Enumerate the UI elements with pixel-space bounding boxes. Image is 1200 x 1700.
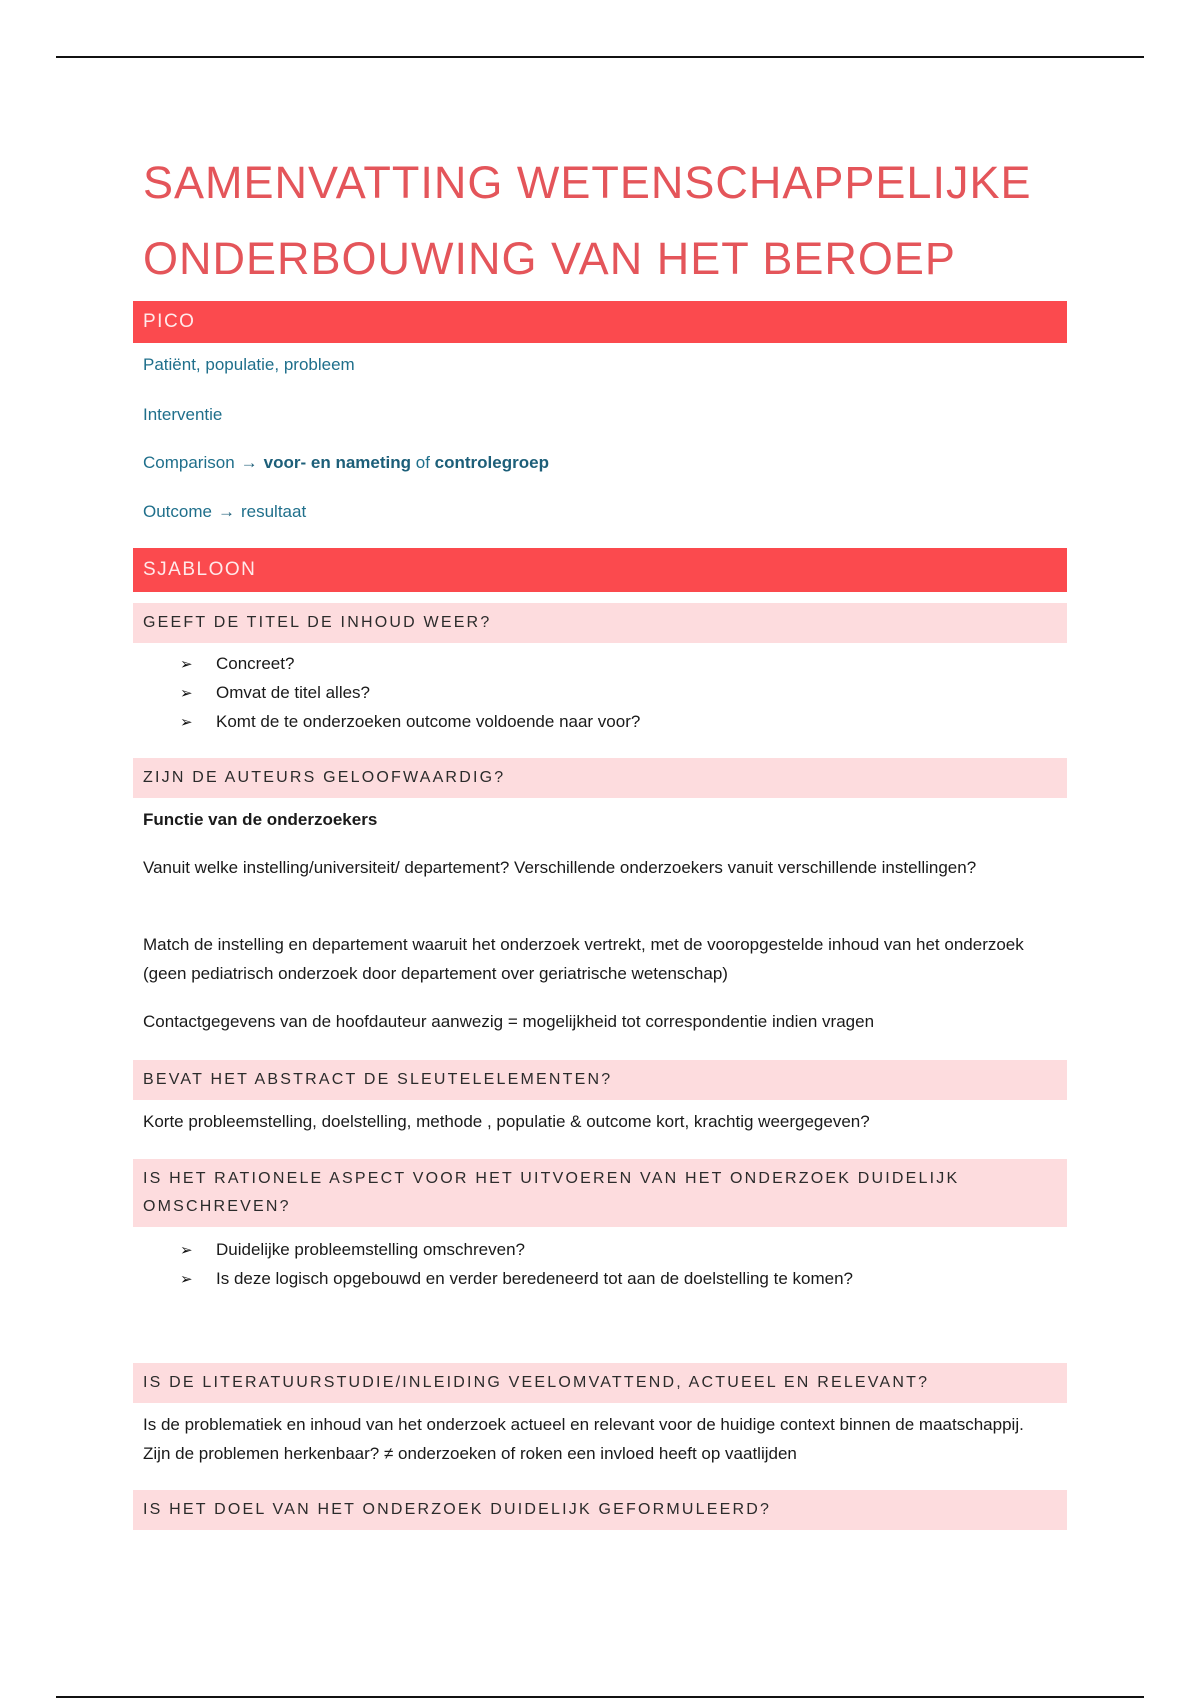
subheading: Functie van de onderzoekers: [143, 810, 378, 829]
section-header-sjabloon: SJABLOON: [133, 548, 1067, 592]
section-header-pico: PICO: [133, 301, 1067, 343]
list-item: ➢ Omvat de titel alles?: [180, 683, 371, 702]
pico-c: Comparison → voor- en nameting of controlegroep: [143, 453, 549, 472]
pico-p: Patiënt, populatie, probleem: [143, 355, 355, 374]
subsection-header: IS HET DOEL VAN HET ONDERZOEK DUIDELIJK GEFORMULEERD?: [133, 1490, 1067, 1530]
subsection-header: BEVAT HET ABSTRACT DE SLEUTELELEMENTEN?: [133, 1060, 1067, 1100]
subsection-header: ZIJN DE AUTEURS GELOOFWAARDIG?: [133, 758, 1067, 798]
document-title: [143, 145, 1073, 297]
bullet-list: [180, 650, 640, 737]
subsection-header: IS HET RATIONELE ASPECT VOOR HET UITVOEREN VAN HET ONDERZOEK DUIDELIJK OMSCHREVEN?: [133, 1159, 1067, 1227]
list-item: ➢ Concreet?: [180, 654, 295, 673]
top-rule: [56, 56, 1144, 58]
bullet-list: [180, 1236, 853, 1294]
title-line-1: SAMENVATTING WETENSCHAPPELIJKE: [143, 157, 1032, 208]
subsection-header: GEEFT DE TITEL DE INHOUD WEER?: [133, 603, 1067, 643]
arrow-right-icon: →: [217, 502, 235, 521]
pico-i: Interventie: [143, 405, 223, 424]
arrow-right-icon: →: [240, 453, 258, 472]
paragraph: Korte probleemstelling, doelstelling, methode , populatie & outcome kort, krachtig weergegeven?: [143, 1112, 870, 1131]
paragraph: Vanuit welke instelling/universiteit/ departement? Verschillende onderzoekers vanuit verschillende instellingen?: [143, 858, 977, 877]
paragraph: Is de problematiek en inhoud van het onderzoek actueel en relevant voor de huidige context binnen de maatschappij. Zijn de problemen herkenbaar? ≠ onderzoeken of roken een invloed heeft op vaatlijden: [143, 1415, 1024, 1463]
subsection-header: IS DE LITERATUURSTUDIE/INLEIDING VEELOMVATTEND, ACTUEEL EN RELEVANT?: [133, 1363, 1067, 1403]
list-item: ➢ Komt de te onderzoeken outcome voldoende naar voor?: [180, 712, 641, 731]
paragraph: Contactgegevens van de hoofdauteur aanwezig = mogelijkheid tot correspondentie indien vragen: [143, 1012, 875, 1031]
bottom-rule: [56, 1696, 1144, 1698]
pico-o: Outcome → resultaat: [143, 502, 307, 521]
title-line-2: ONDERBOUWING VAN HET BEROEP: [143, 233, 956, 284]
list-item: ➢ Is deze logisch opgebouwd en verder beredeneerd tot aan de doelstelling te komen?: [180, 1269, 853, 1288]
list-item: ➢ Duidelijke probleemstelling omschreven?: [180, 1240, 525, 1259]
paragraph: Match de instelling en departement waaruit het onderzoek vertrekt, met de vooropgestelde inhoud van het onderzoek (geen pediatrisch onderzoek door departement over geriatrische wetenschap): [143, 935, 1024, 983]
